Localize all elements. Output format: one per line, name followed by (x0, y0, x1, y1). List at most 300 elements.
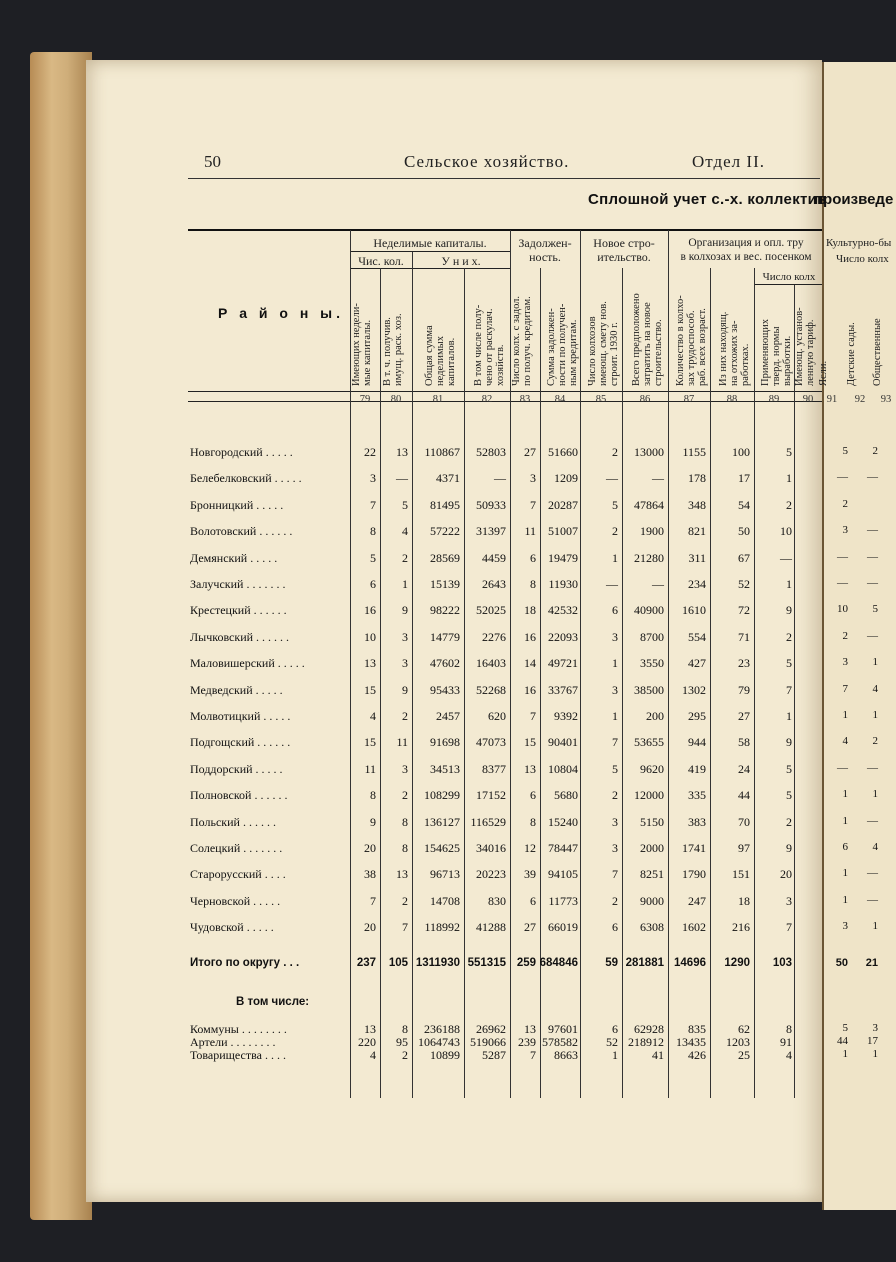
next-page-cell: 21 (865, 957, 878, 969)
table-cell: 18 (524, 603, 536, 618)
next-page-cell: 1 (842, 867, 848, 880)
table-cell: 220 (358, 1035, 376, 1049)
next-page-cell: — (867, 761, 878, 774)
table-cell: 10899 (430, 1048, 460, 1062)
table-cell: 8700 (640, 629, 664, 644)
table-cell: 14 (524, 656, 536, 671)
table-cell: 9620 (640, 761, 664, 776)
column-header: Сумма задолжен- ности по получен- ным кредитам. (546, 303, 579, 386)
next-page-cell: — (867, 893, 878, 906)
table-cell: 6 (530, 550, 536, 565)
table-cell: 12000 (634, 788, 664, 803)
table-cell: 97 (738, 841, 750, 855)
table-cell: 200 (646, 709, 664, 723)
table-cell: 51007 (548, 524, 578, 539)
table-cell: 20 (780, 867, 792, 882)
table-cell: 1290 (724, 957, 750, 969)
table-cell: 34016 (476, 841, 506, 855)
table-cell: 3 (612, 629, 618, 644)
group-header-debt: Задолжен- ность. (518, 236, 572, 264)
table-cell: 5287 (482, 1048, 506, 1062)
table-cell: 4459 (482, 550, 506, 565)
column-number: 80 (390, 394, 402, 405)
table-cell: 5 (786, 445, 792, 459)
district-name: Залучский . . . . . . . (190, 577, 286, 591)
table-cell: 95 (396, 1035, 408, 1049)
table-cell: 4 (786, 1048, 792, 1062)
table-cell: 15240 (548, 814, 578, 829)
table-cell: 13 (524, 761, 536, 776)
table-cell: 7 (530, 709, 536, 723)
column-number: 83 (519, 394, 531, 405)
table-cell: 7 (402, 920, 408, 935)
column-header: Число колх. с задол. по получ. кредитам. (511, 295, 533, 386)
next-page-cell: 1 (872, 920, 878, 933)
next-page-cell: — (867, 867, 878, 880)
table-cell: 62928 (634, 1022, 664, 1036)
table-cell: 6 (612, 1022, 618, 1036)
district-name: Лычковский . . . . . . (190, 629, 290, 644)
table-cell: 49721 (548, 656, 578, 671)
table-cell: — (494, 471, 506, 486)
table-cell: 14708 (430, 893, 460, 908)
group-subheader-kolkhoz-count: Число колх (762, 271, 816, 283)
table-cell: 13 (364, 1022, 376, 1036)
table-cell: 25 (738, 1048, 750, 1062)
table-cell: 22093 (548, 629, 578, 644)
district-name: Поддорский . . . . . (190, 761, 283, 776)
table-cell: 39 (524, 867, 536, 882)
table-cell: 42532 (548, 603, 578, 618)
table-cell: 38500 (634, 682, 664, 697)
district-name: Коммуны . . . . . . . . (190, 1022, 287, 1036)
table-cell: 40900 (634, 603, 664, 618)
column-header: Имеющих недели- мые капиталы. (351, 303, 373, 386)
table-cell: 5 (786, 761, 792, 776)
table-cell: 8 (370, 524, 376, 539)
table-cell: 7 (530, 1048, 536, 1062)
table-cell: 21280 (634, 550, 664, 565)
table-cell: 1 (786, 577, 792, 591)
table-cell: 3 (612, 841, 618, 855)
table-cell: 295 (688, 709, 706, 723)
table-cell: 311 (688, 550, 706, 565)
col-line (794, 285, 795, 1098)
table-cell: 62 (738, 1022, 750, 1036)
table-cell: 16403 (476, 656, 506, 671)
table-cell: 81495 (430, 497, 460, 512)
table-cell: 97601 (548, 1022, 578, 1036)
table-cell: 108299 (424, 788, 460, 803)
table-cell: 20223 (476, 867, 506, 882)
next-page-cell: — (867, 550, 878, 563)
table-cell: 5 (370, 550, 376, 565)
table-cell: 13000 (634, 445, 664, 459)
table-cell: 5 (612, 761, 618, 776)
table-cell: 11930 (548, 577, 578, 591)
table-cell: 551315 (467, 957, 506, 969)
table-cell: 8 (402, 814, 408, 829)
table-cell: 44 (738, 788, 750, 803)
table-cell: 100 (732, 445, 750, 459)
group-header-cultural: Культурно-бы (826, 237, 892, 249)
table-title: Сплошной учет с.-х. коллектив (588, 191, 827, 208)
district-name: Товарищества . . . . (190, 1048, 286, 1062)
group-header-construction: Новое стро- ительство. (593, 236, 655, 264)
table-cell: 1 (402, 577, 408, 591)
table-cell: 1302 (682, 682, 706, 697)
table-cell: 6 (612, 603, 618, 618)
table-cell: 3 (530, 471, 536, 486)
column-header: В т. ч. получив. имущ. раск. хоз. (382, 313, 404, 386)
table-cell: 239 (518, 1035, 536, 1049)
group-subheader-count: Чис. кол. (358, 254, 404, 268)
table-cell: 72 (738, 603, 750, 618)
table-cell: 58 (738, 735, 750, 750)
table-cell: 18 (738, 893, 750, 908)
table-cell: 2 (612, 445, 618, 459)
table-cell: 684846 (539, 957, 578, 969)
table-cell: 1209 (554, 471, 578, 486)
table-cell: 105 (388, 957, 408, 969)
table-cell: 835 (688, 1022, 706, 1036)
table-cell: 136127 (424, 814, 460, 829)
table-cell: 38 (364, 867, 376, 882)
table-cell: — (606, 471, 618, 486)
column-header: Ясли. (818, 360, 829, 386)
table-cell: 8 (402, 841, 408, 855)
table-cell: 20 (364, 841, 376, 855)
district-name: Бронницкий . . . . . (190, 497, 284, 512)
column-header: В том числе полу- чено от раскулач. хозяйств. (473, 304, 506, 386)
table-cell: 178 (688, 471, 706, 486)
table-cell: 103 (772, 957, 792, 969)
next-page-cell: — (867, 814, 878, 827)
table-cell: 7 (786, 682, 792, 697)
table-cell: 19479 (548, 550, 578, 565)
table-cell: 79 (738, 682, 750, 697)
table-cell: 3550 (640, 656, 664, 671)
section-label: Отдел II. (692, 152, 765, 171)
table-cell: 9 (370, 814, 376, 829)
table-cell: 17152 (476, 788, 506, 803)
table-cell: 47602 (430, 656, 460, 671)
table-cell: 9 (786, 841, 792, 855)
next-page-cell: 5 (872, 603, 878, 616)
table-cell: 2276 (482, 629, 506, 644)
table-cell: 3 (402, 629, 408, 644)
column-header: Применяющих тверд. нормы выработки. (760, 318, 793, 386)
table-cell: 419 (688, 761, 706, 776)
table-cell: 8 (402, 1022, 408, 1036)
table-cell: 15 (364, 682, 376, 697)
table-cell: 7 (612, 735, 618, 750)
table-cell: 1311930 (415, 957, 460, 969)
table-cell: 51660 (548, 445, 578, 459)
table-cell: 34513 (430, 761, 460, 776)
table-cell: 50 (738, 524, 750, 539)
table-cell: 4 (370, 1048, 376, 1062)
next-page-cell: — (837, 761, 848, 774)
table-cell: 23 (738, 656, 750, 671)
table-cell: 52803 (476, 445, 506, 459)
table-cell: 70 (738, 814, 750, 829)
table-cell: 154625 (424, 841, 460, 855)
table-cell: 8251 (640, 867, 664, 882)
next-page-cell: 4 (872, 841, 878, 853)
table-cell: 5 (612, 497, 618, 512)
table-cell: 218912 (628, 1035, 664, 1049)
table-cell: 151 (732, 867, 750, 882)
table-cell: 3 (786, 893, 792, 908)
table-cell: 52025 (476, 603, 506, 618)
table-cell: — (780, 550, 792, 565)
table-cell: 2 (402, 788, 408, 803)
group-header-capital: Неделимые капиталы. (373, 236, 487, 250)
next-page-cell: — (837, 471, 848, 484)
table-cell: 1741 (682, 841, 706, 855)
table-cell: 11 (364, 761, 376, 776)
table-cell: 11 (396, 735, 408, 750)
table-cell: 24 (738, 761, 750, 776)
column-number: 92 (854, 394, 866, 405)
table-cell: 1 (612, 709, 618, 723)
table-cell: 9392 (554, 709, 578, 723)
rule (350, 268, 510, 269)
district-name: Волотовский . . . . . . (190, 524, 293, 539)
district-name: Маловишерский . . . . . (190, 656, 305, 671)
column-number: 85 (595, 394, 607, 405)
next-page-cell: 2 (842, 629, 848, 642)
district-name: Артели . . . . . . . . (190, 1035, 276, 1049)
table-title-next: произведе (814, 191, 894, 208)
table-cell: 52 (606, 1035, 618, 1049)
table-cell: 2457 (436, 709, 460, 723)
table-cell: 13 (396, 867, 408, 882)
table-cell: 1790 (682, 867, 706, 882)
next-page-cell: 6 (842, 841, 848, 853)
table-cell: 7 (370, 893, 376, 908)
column-header: Детские сады. (846, 322, 857, 386)
table-cell: 59 (605, 957, 618, 969)
district-name: Старорусский . . . . (190, 867, 286, 882)
table-cell: 426 (688, 1048, 706, 1062)
table-cell: 52 (738, 577, 750, 591)
next-page-cell: 1 (842, 788, 848, 801)
column-number: 88 (726, 394, 738, 405)
table-cell: 10 (364, 629, 376, 644)
districts-label: Р а й о н ы. (218, 305, 345, 321)
table-cell: 28569 (430, 550, 460, 565)
table-cell: 519066 (470, 1035, 506, 1049)
column-header: Имеющ. установ- ленную тариф. (794, 307, 816, 386)
table-cell: 237 (356, 957, 376, 969)
table-cell: 91 (780, 1035, 792, 1049)
table-cell: 110867 (424, 445, 460, 459)
table-cell: 20 (364, 920, 376, 935)
running-title: Сельское хозяйство. (404, 152, 570, 171)
table-cell: 9 (786, 603, 792, 618)
next-page-cell: 3 (842, 524, 848, 537)
table-cell: 116529 (470, 814, 506, 829)
column-number: 79 (359, 394, 371, 405)
table-cell: 27 (524, 920, 536, 935)
next-page-cell: — (867, 629, 878, 642)
table-cell: 26962 (476, 1022, 506, 1036)
next-page-cell: 3 (842, 656, 848, 669)
table-cell: 7 (786, 920, 792, 935)
table-cell: 41 (652, 1048, 664, 1062)
table-cell: 383 (688, 814, 706, 829)
table-cell: 47864 (634, 497, 664, 512)
district-name: Черновской . . . . . (190, 893, 281, 908)
table-cell: 236188 (424, 1022, 460, 1036)
next-page-cell: 2 (842, 497, 848, 510)
table-cell: 554 (688, 629, 706, 644)
table-cell: 2 (402, 709, 408, 723)
next-page-cell: — (837, 550, 848, 563)
next-page-cell: 3 (872, 1022, 878, 1034)
next-page-cell: 1 (872, 656, 878, 669)
table-cell: 2 (786, 497, 792, 512)
table-cell: 944 (688, 735, 706, 750)
table-cell: 1064743 (418, 1035, 460, 1049)
table-cell: 9 (402, 682, 408, 697)
table-cell: 54 (738, 497, 750, 512)
next-page-cell: — (867, 471, 878, 484)
table-cell: 13 (396, 445, 408, 459)
table-cell: 7 (530, 497, 536, 512)
table-cell: 14696 (674, 957, 706, 969)
next-page-cell: 10 (837, 603, 848, 616)
district-name: Польский . . . . . . (190, 814, 276, 829)
column-number: 89 (768, 394, 780, 405)
table-cell: 234 (688, 577, 706, 591)
table-cell: 50933 (476, 497, 506, 512)
table-cell: 95433 (430, 682, 460, 697)
table-cell: 5150 (640, 814, 664, 829)
next-page-cell: 2 (872, 735, 878, 748)
header-rule (188, 178, 820, 179)
table-cell: 10 (780, 524, 792, 539)
table-cell: 2 (612, 524, 618, 539)
next-page-cell: — (867, 524, 878, 537)
table-cell: 335 (688, 788, 706, 803)
page-number: 50 (204, 152, 221, 171)
rule (754, 284, 822, 285)
table-cell: 1900 (640, 524, 664, 539)
table-cell: 2 (402, 550, 408, 565)
next-page-cell: 1 (842, 814, 848, 827)
table-cell: 13 (364, 656, 376, 671)
table-cell: 11 (524, 524, 536, 539)
table-cell: 348 (688, 497, 706, 512)
column-number: 87 (683, 394, 695, 405)
column-number: 86 (639, 394, 651, 405)
table-cell: 16 (524, 629, 536, 644)
table-cell: 1155 (682, 445, 706, 459)
table-cell: — (652, 471, 664, 486)
table-cell: 41288 (476, 920, 506, 935)
table-cell: 1 (786, 471, 792, 486)
table-cell: 96713 (430, 867, 460, 882)
table-cell: 2 (786, 814, 792, 829)
table-cell: 20287 (548, 497, 578, 512)
table-cell: 5 (402, 497, 408, 512)
table-cell: 427 (688, 656, 706, 671)
column-number: 93 (880, 394, 892, 405)
table-cell: 6 (370, 577, 376, 591)
next-page-cell: — (837, 577, 848, 589)
next-page-cell: 4 (872, 682, 878, 695)
column-header: Всего предположено затратить на новое строительство. (631, 293, 664, 386)
table-cell: 1 (612, 550, 618, 565)
table-cell: 10804 (548, 761, 578, 776)
table-cell: 1 (786, 709, 792, 723)
next-page-cell: 50 (835, 957, 848, 969)
column-number: 81 (432, 394, 444, 405)
table-cell: 14779 (430, 629, 460, 644)
table-cell: 3 (612, 814, 618, 829)
table-cell: 4371 (436, 471, 460, 486)
table-cell: 31397 (476, 524, 506, 539)
table-cell: 13435 (676, 1035, 706, 1049)
table-cell: 5 (786, 788, 792, 803)
table-cell: — (396, 471, 408, 486)
table-cell: 67 (738, 550, 750, 565)
table-cell: 15 (524, 735, 536, 750)
table-cell: 91698 (430, 735, 460, 750)
district-name: Итого по округу . . . (190, 957, 300, 969)
table-cell: 94105 (548, 867, 578, 882)
table-cell: 2643 (482, 577, 506, 591)
district-name: Полновской . . . . . . (190, 788, 288, 803)
table-cell: 1 (612, 1048, 618, 1062)
column-header: Число колхозов имеющ. смету нов. строит. 1930 г. (587, 301, 620, 386)
next-page-cell: 3 (842, 920, 848, 933)
table-cell: 78447 (548, 841, 578, 855)
table-cell: 2 (612, 893, 618, 908)
table-cell: 7 (370, 497, 376, 512)
district-name: Крестецкий . . . . . . (190, 603, 287, 618)
table-cell: 2 (786, 629, 792, 644)
table-cell: 2000 (640, 841, 664, 855)
column-number: 84 (554, 394, 566, 405)
table-cell: 15139 (430, 577, 460, 591)
table-cell: 216 (732, 920, 750, 935)
table-cell: 7 (612, 867, 618, 882)
next-page-cell: 4 (842, 735, 848, 748)
table-cell: 6308 (640, 920, 664, 935)
group-subheader-of-them: У н и х. (441, 254, 481, 268)
table-cell: — (606, 577, 618, 591)
table-cell: 12 (524, 841, 536, 855)
table-cell: 90401 (548, 735, 578, 750)
next-page-cell: — (867, 577, 878, 589)
table-cell: 13 (524, 1022, 536, 1036)
table-cell: 259 (516, 957, 536, 969)
table-cell: 22 (364, 445, 376, 459)
table-cell: 1602 (682, 920, 706, 935)
table-cell: 8 (786, 1022, 792, 1036)
district-name: Демянский . . . . . (190, 550, 278, 565)
next-page-cell: 1 (842, 1048, 848, 1060)
table-cell: 9 (402, 603, 408, 618)
next-page-cell: 5 (842, 1022, 848, 1034)
district-name: Солецкий . . . . . . . (190, 841, 283, 855)
next-page-cell: 1 (872, 1048, 878, 1060)
table-cell: 1610 (682, 603, 706, 618)
